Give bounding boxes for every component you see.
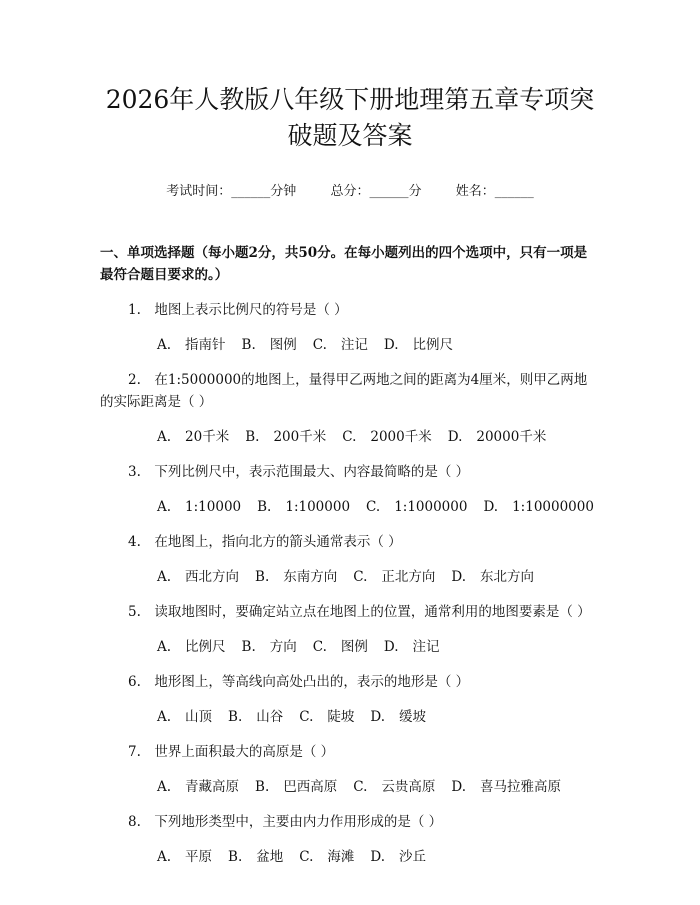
option-a <box>157 566 239 588</box>
option-b <box>245 426 326 448</box>
question-options <box>100 566 600 588</box>
question-options <box>100 334 600 356</box>
question-5 <box>100 601 600 658</box>
question-7 <box>100 741 600 798</box>
question-2 <box>100 369 600 448</box>
option-text: 云贵高原 <box>381 779 436 795</box>
option-letter: B. <box>257 499 272 515</box>
option-text: 青藏高原 <box>185 779 240 795</box>
option-d <box>384 636 440 658</box>
question-4 <box>100 531 600 588</box>
option-letter: A. <box>157 429 172 445</box>
option-letter: B. <box>255 569 270 585</box>
option-text: 1:10000000 <box>512 499 594 515</box>
option-text: 西北方向 <box>185 569 240 585</box>
option-c <box>299 846 354 868</box>
question-options <box>100 776 600 798</box>
option-a <box>157 776 239 798</box>
option-c <box>342 426 432 448</box>
option-letter: D. <box>370 849 386 865</box>
question-options <box>100 846 600 868</box>
option-d <box>451 776 561 798</box>
exam-meta <box>100 182 600 202</box>
question-options <box>100 496 600 518</box>
question-stem: 6. 地形图上，等高线向高处凸出的，表示的地形是（ ） <box>128 674 470 690</box>
option-letter: B. <box>245 429 260 445</box>
option-letter: D. <box>383 639 399 655</box>
option-text: 1:10000 <box>185 499 242 515</box>
option-letter: C. <box>353 569 368 585</box>
option-text: 海滩 <box>327 849 355 865</box>
question-stem: 8. 下列地形类型中，主要由内力作用形成的是（ ） <box>128 814 443 830</box>
option-letter: A. <box>157 779 172 795</box>
option-text: 山顶 <box>185 709 213 725</box>
option-letter: A. <box>157 709 172 725</box>
option-text: 东南方向 <box>283 569 338 585</box>
option-letter: D. <box>483 499 499 515</box>
option-text: 1:1000000 <box>394 499 468 515</box>
option-letter: C. <box>366 499 381 515</box>
option-letter: C. <box>299 709 314 725</box>
option-b <box>242 334 297 356</box>
question-options <box>100 636 600 658</box>
option-d <box>483 496 594 518</box>
option-text: 指南针 <box>185 337 226 353</box>
option-d <box>451 566 534 588</box>
exam-score: 总分：______分 <box>330 184 422 199</box>
option-letter: A. <box>157 499 172 515</box>
option-text: 图例 <box>269 337 297 353</box>
option-d <box>448 426 547 448</box>
option-c <box>353 566 435 588</box>
question-stem: 7. 世界上面积最大的高原是（ ） <box>128 744 335 760</box>
option-d <box>384 334 453 356</box>
option-text: 沙丘 <box>399 849 427 865</box>
question-6 <box>100 671 600 728</box>
option-text: 200千米 <box>273 429 327 445</box>
option-letter: A. <box>157 639 172 655</box>
option-a <box>157 334 226 356</box>
question-stem: 1. 地图上表示比例尺的符号是（ ） <box>128 302 348 318</box>
option-a <box>157 426 229 448</box>
option-text: 20000千米 <box>476 429 547 445</box>
option-letter: D. <box>383 337 399 353</box>
option-letter: D. <box>447 429 463 445</box>
option-letter: A. <box>157 569 172 585</box>
option-letter: B. <box>228 709 243 725</box>
option-letter: C. <box>312 337 327 353</box>
option-letter: D. <box>451 779 467 795</box>
option-b <box>257 496 350 518</box>
option-letter: D. <box>370 709 386 725</box>
option-letter: C. <box>312 639 327 655</box>
option-text: 陡坡 <box>327 709 355 725</box>
option-text: 东北方向 <box>480 569 535 585</box>
option-text: 2000千米 <box>370 429 432 445</box>
option-a <box>157 706 212 728</box>
option-c <box>366 496 467 518</box>
question-3 <box>100 461 600 518</box>
option-c <box>353 776 435 798</box>
option-b <box>228 706 283 728</box>
question-stem: 2. 在1:5000000的地图上，量得甲乙两地之间的距离为4厘米，则甲乙两地的实际距离是（ ） <box>100 372 588 410</box>
option-letter: A. <box>157 849 172 865</box>
question-list <box>100 299 600 868</box>
option-text: 注记 <box>340 337 368 353</box>
option-letter: C. <box>353 779 368 795</box>
exam-title: 2026年人教版八年级下册地理第五章专项突破题及答案 <box>105 85 595 150</box>
option-d <box>370 706 426 728</box>
option-text: 喜马拉雅高原 <box>480 779 562 795</box>
question-stem: 5. 读取地图时，要确定站立点在地图上的位置，通常利用的地图要素是（ ） <box>128 604 591 620</box>
question-stem: 3. 下列比例尺中，表示范围最大、内容最简略的是（ ） <box>128 464 470 480</box>
option-text: 方向 <box>269 639 297 655</box>
option-text: 山谷 <box>256 709 284 725</box>
option-letter: C. <box>299 849 314 865</box>
option-d <box>370 846 426 868</box>
option-b <box>242 636 297 658</box>
option-letter: C. <box>342 429 357 445</box>
option-text: 注记 <box>412 639 440 655</box>
option-text: 缓坡 <box>399 709 427 725</box>
exam-time: 考试时间：______分钟 <box>166 184 297 199</box>
option-text: 比例尺 <box>412 337 454 353</box>
option-text: 1:100000 <box>285 499 351 515</box>
option-text: 巴西高原 <box>283 779 338 795</box>
option-c <box>313 636 368 658</box>
option-a <box>157 636 226 658</box>
option-letter: B. <box>241 639 256 655</box>
option-a <box>157 846 212 868</box>
option-a <box>157 496 241 518</box>
option-c <box>299 706 354 728</box>
option-b <box>228 846 283 868</box>
option-text: 正北方向 <box>381 569 436 585</box>
option-text: 比例尺 <box>185 639 226 655</box>
question-8 <box>100 811 600 868</box>
question-options <box>100 706 600 728</box>
option-text: 图例 <box>340 639 368 655</box>
question-stem: 4. 在地图上，指向北方的箭头通常表示（ ） <box>128 534 402 550</box>
option-letter: B. <box>228 849 243 865</box>
option-letter: A. <box>157 337 172 353</box>
section-heading: 一、单项选择题（每小题2分，共50分。在每小题列出的四个选项中，只有一项是最符合题目要求的。） <box>100 245 588 283</box>
exam-name: 姓名：______ <box>455 184 534 199</box>
option-b <box>255 776 337 798</box>
option-text: 盆地 <box>256 849 284 865</box>
option-letter: D. <box>451 569 467 585</box>
option-letter: B. <box>241 337 256 353</box>
option-letter: B. <box>255 779 270 795</box>
question-1 <box>100 299 600 356</box>
option-text: 20千米 <box>185 429 230 445</box>
option-text: 平原 <box>185 849 213 865</box>
option-b <box>255 566 337 588</box>
option-c <box>313 334 368 356</box>
question-options <box>100 426 600 448</box>
